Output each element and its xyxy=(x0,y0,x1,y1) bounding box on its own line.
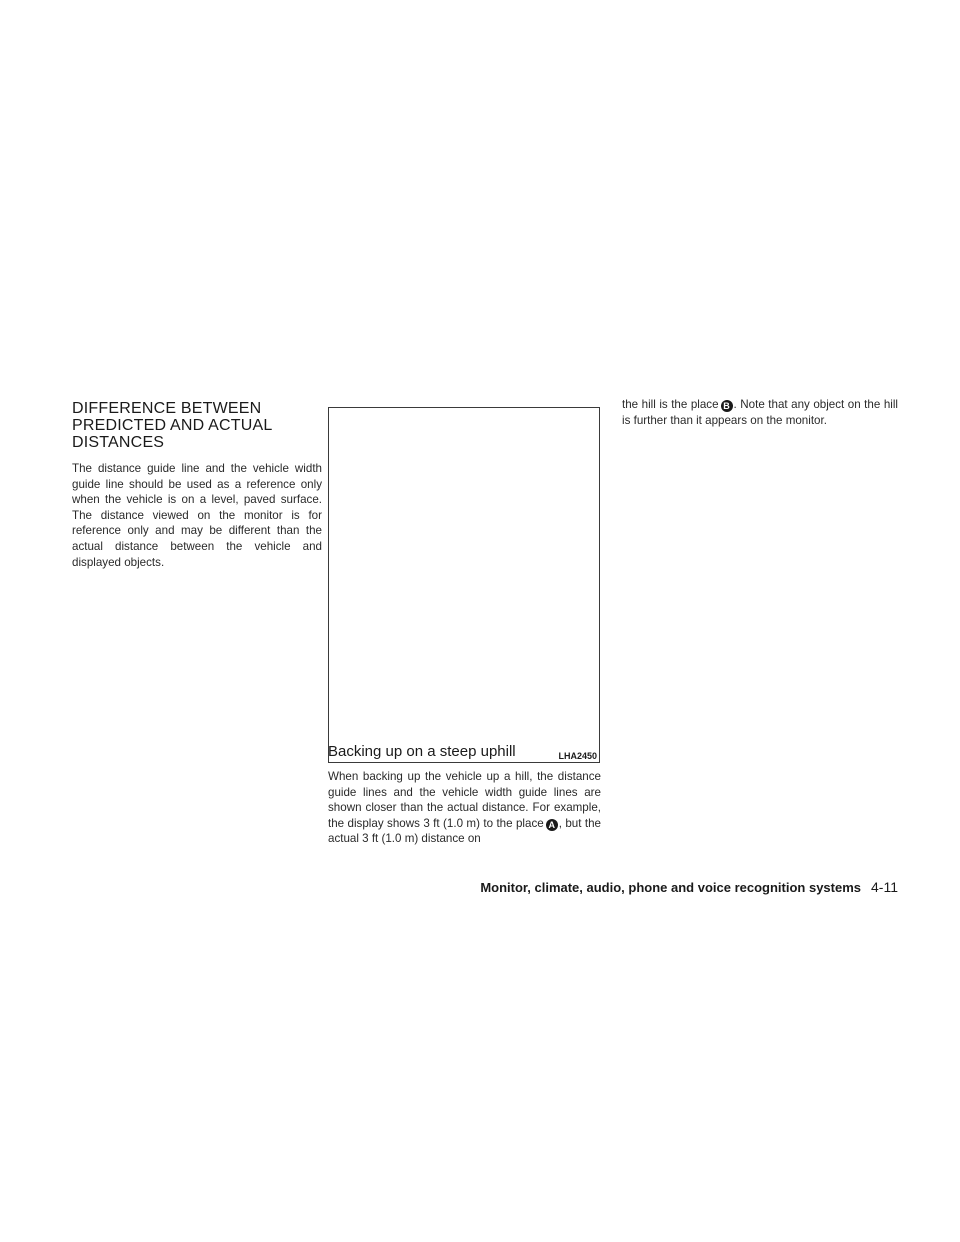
figure-label: LHA2450 xyxy=(558,751,597,761)
subsection-body-part2 xyxy=(622,397,898,428)
right-column xyxy=(622,397,898,428)
marker-b-icon: B xyxy=(721,400,733,412)
footer-chapter-title: Monitor, climate, audio, phone and voice recognition systems xyxy=(480,880,862,895)
left-column xyxy=(72,400,322,570)
subsection-heading: Backing up on a steep uphill xyxy=(328,743,516,760)
section-heading-line1: DIFFERENCE BETWEEN xyxy=(72,400,262,417)
section-heading-line2: PREDICTED AND ACTUAL xyxy=(72,417,273,434)
marker-a-icon: A xyxy=(546,819,558,831)
subsection-body-part1 xyxy=(328,769,601,847)
subsection-text-a: When backing up the vehicle up a hill, the distance guide lines and the vehicle width guide lines are shown closer than the actual distance. For example, the display shows 3 ft (1.0 m) to the place xyxy=(328,770,601,830)
section-heading xyxy=(72,400,322,451)
section-body: The distance guide line and the vehicle width guide line should be used as a reference only when the vehicle is on a level, paved surface. The distance viewed on the monitor is for reference only and may be different than the actual distance between the vehicle and displayed objects. xyxy=(72,462,322,569)
section-heading-line3: DISTANCES xyxy=(72,434,165,451)
middle-column xyxy=(328,743,601,847)
page-number: 4-11 xyxy=(871,879,898,895)
page-footer xyxy=(480,879,898,895)
figure-illustration xyxy=(328,407,600,763)
subsection-text-d: . Note that any object on the hill is further than it appears on the monitor. xyxy=(622,398,898,427)
subsection-text-c: the hill is the place xyxy=(622,398,719,411)
subsection-text-b: , but the actual 3 ft (1.0 m) distance on xyxy=(328,816,601,846)
